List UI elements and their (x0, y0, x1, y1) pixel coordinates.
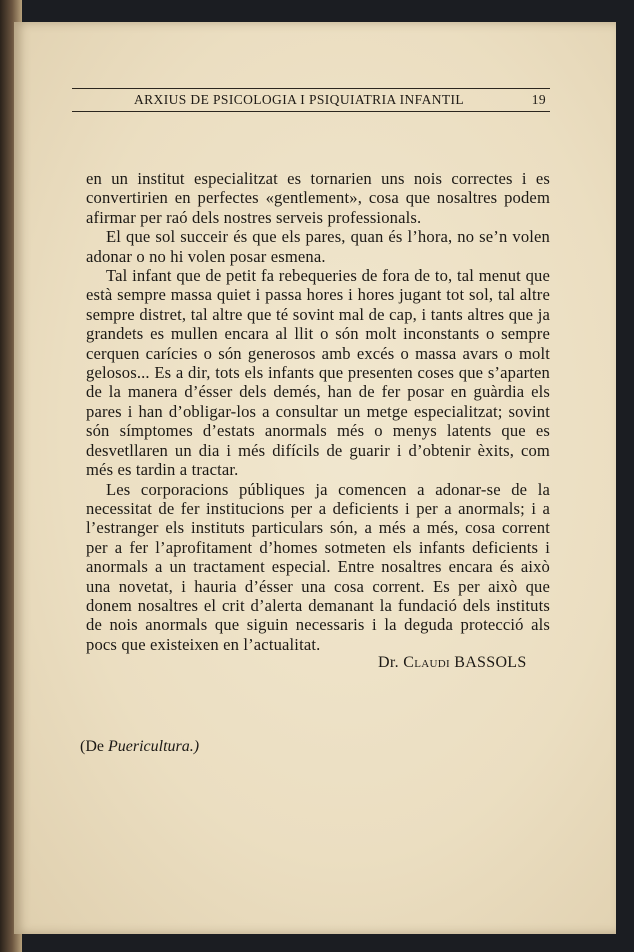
paragraph-3: Tal infant que de petit fa rebequeries de fora de to, tal menut que està sempre massa quiet i passa hores i hores jugant tot sol, tal altre sempre distret, tal altre que té sovint mal de cap, i tants altres que ja grandets es mullen encara al llit o són molt inconstants o sempre cerquen carícies o són generosos amb excés o massa avars o molt gelosos... Es a dir, tots els infants que presenten coses que s’aparten de la manera d’ésser dels demés, han de fer posar en guàrdia els pares i han d’obligar-los a consultar un metge especialitzat; sovint són símptomes d’estats anormals més o menys latents que es desvetllaren un dia i més difícils de guarir i d’obtenir èxits, com més es tardin a tractar. (86, 266, 550, 480)
journal-title: ARXIUS DE PSICOLOGIA I PSIQUIATRIA INFANTIL (134, 92, 465, 107)
paragraph-1: en un institut especialitzat es tornarien uns nois correctes i es convertirien en perfectes «gentlement», cosa que nosaltres podem afirmar per raó dels nostres serveis professionals. (86, 169, 550, 227)
article-body (86, 169, 550, 654)
paragraph-2: El que sol succeir és que els pares, quan és l’hora, no se’n volen adonar o no hi volen posar esmena. (86, 227, 550, 266)
running-head (72, 88, 550, 112)
author-first-name: Claudi (403, 654, 450, 671)
source-open: (De (80, 738, 104, 755)
author-title: Dr. (378, 654, 399, 671)
source-note (80, 738, 199, 756)
header-rule-top (72, 88, 550, 89)
author-surname: BASSOLS (454, 654, 527, 671)
author-signature (378, 654, 527, 672)
header-rule-bottom (72, 111, 550, 112)
paragraph-4: Les corporacions públiques ja comencen a adonar-se de la necessitat de fer institucions per a deficients i per a anormals; i a l’estranger els instituts particulars són, a més a més, cosa corrent per a fer l’aprofitament d’homes sotmeten els infants deficients i anormals a un tractament especial. Entre nosaltres encara és això una novetat, i hauria d’ésser una cosa corrent. Es per això que donem nosaltres el crit d’alerta demanant la fundació dels instituts de nois anormals que siguin necessaris i la deguda protecció als pocs que existeixen en l’actualitat. (86, 479, 550, 654)
source-publication: Puericultura.) (107, 738, 200, 755)
header-row (72, 92, 550, 108)
page-number: 19 (531, 92, 546, 107)
